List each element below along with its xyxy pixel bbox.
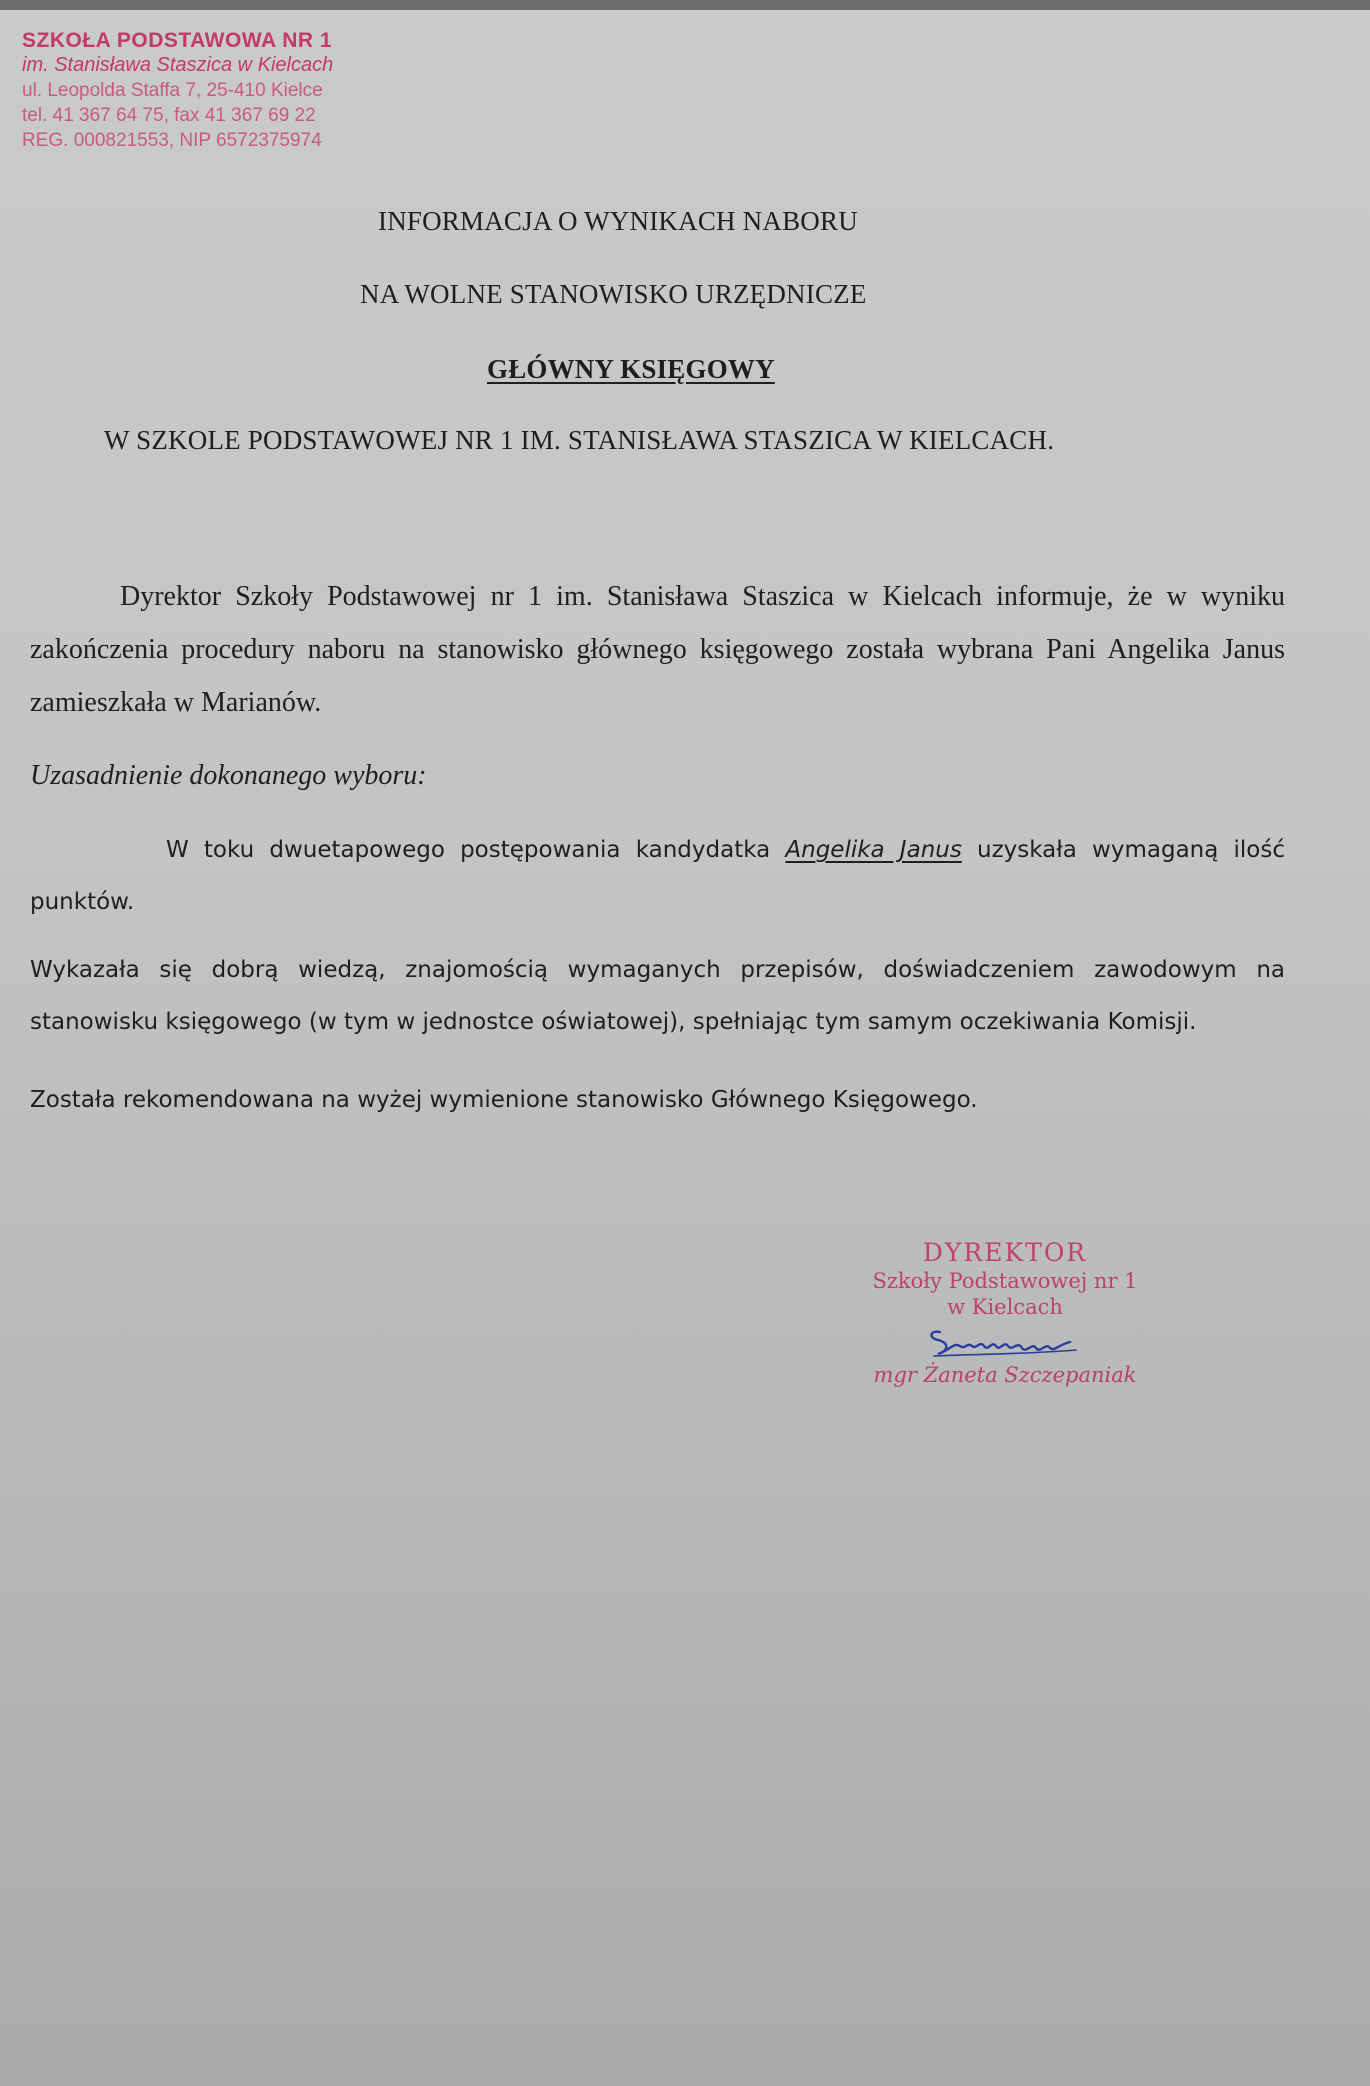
reason-text-end: uzyskała wymaganą ilość punktów. (30, 837, 1285, 915)
director-signature-stamp (860, 1238, 1150, 1388)
signature-director-name: mgr Żaneta Szczepaniak (873, 1363, 1137, 1387)
photo-top-edge (0, 0, 1370, 10)
stamp-school-name: SZKOŁA PODSTAWOWA NR 1 (22, 29, 333, 52)
position-title (0, 354, 1360, 385)
reason-text-start: W toku dwuetapowego postępowania kandydatka (166, 837, 786, 863)
recommendation-paragraph: Została rekomendowana na wyżej wymienione stanowisko Głównego Księgowego. (30, 1087, 978, 1113)
reason-label: Uzasadnienie dokonanego wyboru: (30, 760, 427, 791)
document-page (0, 10, 1370, 2086)
title-line-1: INFORMACJA O WYNIKACH NABORU (378, 206, 858, 236)
stamp-registry: REG. 000821553, NIP 6572375974 (22, 130, 322, 151)
title-line-2: NA WOLNE STANOWISKO URZĘDNICZE (360, 279, 867, 309)
signature-role: DYREKTOR (922, 1238, 1088, 1267)
title-line-4: W SZKOLE PODSTAWOWEJ NR 1 IM. STANISŁAWA STASZICA W KIELCACH. (104, 425, 1055, 455)
handwritten-signature-icon (920, 1320, 1090, 1362)
school-header-stamp (22, 28, 333, 153)
candidate-name: Angelika Janus (785, 837, 962, 863)
intro-paragraph: Dyrektor Szkoły Podstawowej nr 1 im. Stanisława Staszica w Kielcach informuje, że w wyniku zakończenia procedury naboru na stanowisko głównego księgowego została wybrana Pani Angelika Janus zamieszkała w Marianów. (30, 581, 1285, 718)
stamp-phone: tel. 41 367 64 75, fax 41 367 69 22 (22, 105, 316, 126)
signature-school: Szkoły Podstawowej nr 1 (872, 1269, 1138, 1293)
stamp-address: ul. Leopolda Staffa 7, 25-410 Kielce (22, 80, 323, 101)
stamp-patron: im. Stanisława Staszica w Kielcach (22, 54, 334, 76)
signature-city: w Kielcach (947, 1295, 1063, 1319)
qualifications-paragraph: Wykazała się dobrą wiedzą, znajomością wymaganych przepisów, doświadczeniem zawodowym na stanowisku księgowego (w tym w jednostce oświatowej), spełniając tym samym oczekiwania Komisji. (30, 957, 1285, 1035)
reason-paragraph (30, 824, 1285, 928)
position-title-text: GŁÓWNY KSIĘGOWY (487, 354, 775, 384)
